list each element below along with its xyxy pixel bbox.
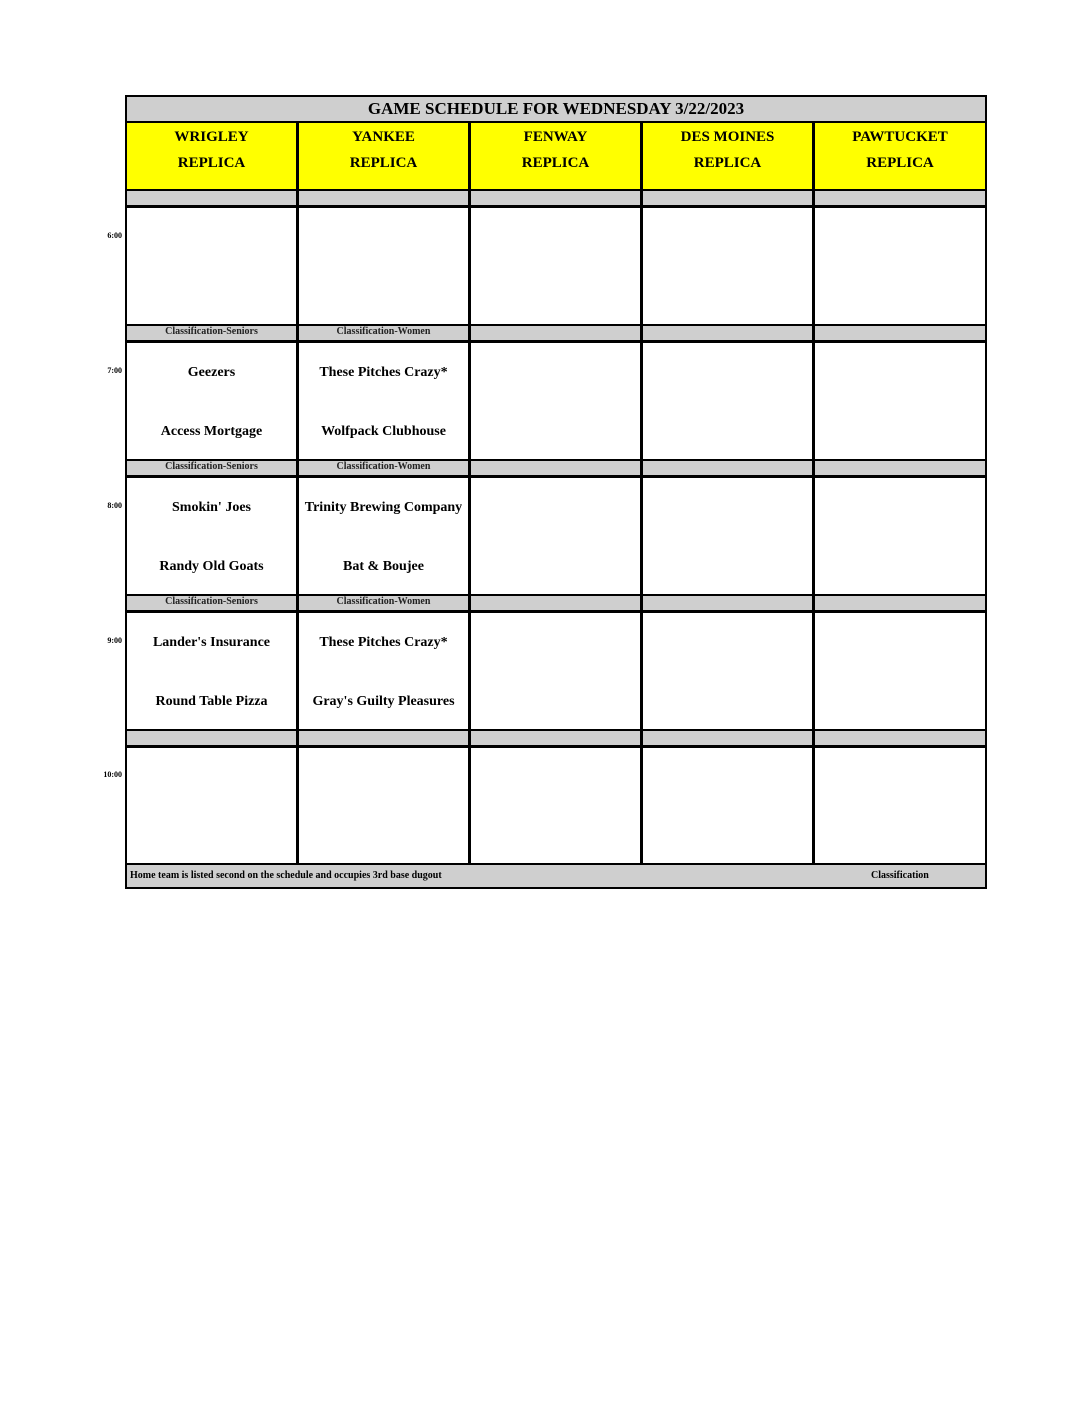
game-cell [299,478,471,594]
game-cell [815,613,985,729]
field-name: FENWAY [523,129,588,145]
classification-row [127,729,985,748]
classification-cell [643,191,815,205]
schedule-title: GAME SCHEDULE FOR WEDNESDAY 3/22/2023 [127,97,985,123]
field-header [299,123,471,189]
time-label: 7:00 [107,366,122,375]
game-cell [471,208,643,324]
time-label: 6:00 [107,231,122,240]
field-type: REPLICA [177,155,246,171]
game-slot-row [127,208,985,324]
classification-cell [815,461,985,475]
classification-cell [643,731,815,745]
classification-cell [815,596,985,610]
game-slot-row [127,343,985,459]
classification-row [127,594,985,613]
home-team: Randy Old Goats [159,559,264,574]
game-cell [299,343,471,459]
field-header [815,123,985,189]
classification-cell: Classification-Seniors [127,461,299,475]
classification-cell: Classification-Seniors [127,596,299,610]
game-cell [127,748,299,863]
home-team: Wolfpack Clubhouse [321,424,446,439]
field-header [471,123,643,189]
game-cell [299,613,471,729]
game-cell [643,478,815,594]
time-label: 8:00 [107,501,122,510]
classification-cell [471,191,643,205]
classification-cell: Classification-Women [299,596,471,610]
field-type: REPLICA [521,155,590,171]
field-name: YANKEE [352,129,415,145]
classification-cell [471,461,643,475]
classification-cell [643,461,815,475]
classification-cell: Classification-Women [299,326,471,340]
game-cell [643,613,815,729]
game-cell [643,748,815,863]
classification-cell [471,326,643,340]
game-slot-row [127,748,985,863]
game-cell [815,343,985,459]
classification-cell [127,191,299,205]
game-cell [815,478,985,594]
classification-cell [815,731,985,745]
classification-cell [471,596,643,610]
game-slot-row [127,478,985,594]
field-name: DES MOINES [680,129,775,145]
game-slot-row [127,613,985,729]
game-cell [815,208,985,324]
game-cell [299,748,471,863]
field-header [643,123,815,189]
classification-cell [299,191,471,205]
game-cell [815,748,985,863]
game-cell [471,343,643,459]
classification-row [127,189,985,208]
classification-cell [815,191,985,205]
game-cell [127,613,299,729]
classification-cell [127,731,299,745]
classification-legend: Classification [871,870,929,881]
classification-cell: Classification-Women [299,461,471,475]
field-name: PAWTUCKET [852,129,948,145]
time-label: 9:00 [107,636,122,645]
home-team: Gray's Guilty Pleasures [312,694,455,709]
home-team: Bat & Boujee [343,559,424,574]
away-team: Trinity Brewing Company [304,500,463,515]
classification-row [127,324,985,343]
away-team: Smokin' Joes [172,500,251,515]
classification-cell: Classification-Seniors [127,326,299,340]
field-type: REPLICA [693,155,762,171]
field-header [127,123,299,189]
away-team: These Pitches Crazy* [319,635,448,650]
game-cell [127,208,299,324]
game-cell [471,613,643,729]
classification-cell [299,731,471,745]
classification-cell [643,596,815,610]
footer-bar [127,863,985,887]
away-team: Lander's Insurance [152,635,271,650]
game-cell [643,208,815,324]
game-cell [471,748,643,863]
away-team: These Pitches Crazy* [319,365,448,380]
schedule-sheet [125,95,987,889]
classification-cell [643,326,815,340]
classification-cell [471,731,643,745]
game-cell [643,343,815,459]
field-type: REPLICA [866,155,934,171]
away-team: Geezers [187,365,236,380]
home-team: Access Mortgage [160,424,263,439]
game-cell [299,208,471,324]
field-type: REPLICA [349,155,418,171]
game-cell [127,478,299,594]
field-header-row [127,123,985,189]
classification-cell [815,326,985,340]
classification-row [127,459,985,478]
home-team: Round Table Pizza [155,694,268,709]
game-cell [471,478,643,594]
home-team-note: Home team is listed second on the schedule and occupies 3rd base dugout [130,870,442,881]
game-cell [127,343,299,459]
field-name: WRIGLEY [174,129,249,145]
time-label: 10:00 [103,770,122,779]
